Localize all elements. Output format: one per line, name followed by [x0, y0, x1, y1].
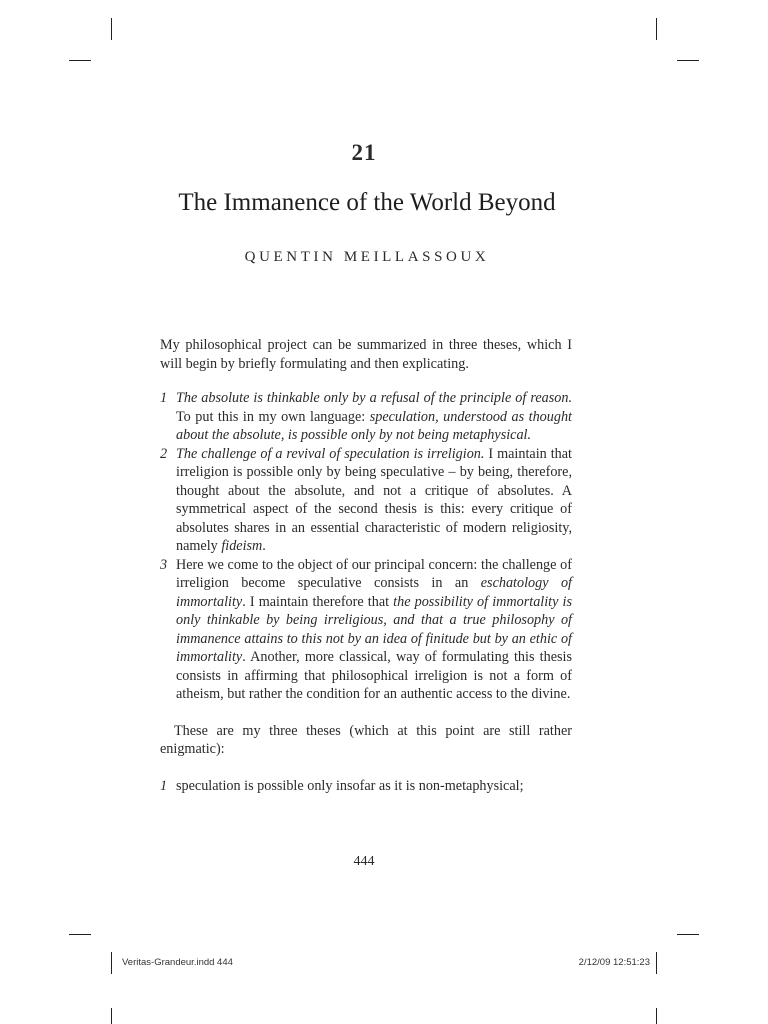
crop-mark-top-left-horizontal — [69, 60, 91, 61]
thesis-emphasis-text: The challenge of a revival of speculation is irreligion. — [176, 445, 485, 462]
thesis-item — [160, 389, 572, 445]
summary-list — [160, 777, 572, 796]
crop-mark-bottom-left-horizontal — [69, 934, 91, 935]
thesis-text: Here we come to the object of our principal concern: the challenge of irreligion become speculative consists in an — [176, 556, 572, 591]
thesis-number: 2 — [160, 445, 168, 462]
summary-item — [160, 777, 572, 796]
thesis-emphasis-text: fideism — [221, 538, 263, 554]
chapter-number: 21 — [351, 140, 377, 165]
crop-mark-bottom-right-horizontal — [677, 934, 699, 935]
chapter-author: QUENTIN MEILLASSOUX — [244, 249, 490, 265]
thesis-item — [160, 445, 572, 556]
summary-number: 1 — [160, 777, 168, 794]
thesis-text: To put this in my own language: — [176, 408, 370, 425]
crop-mark-top-left-vertical — [111, 18, 112, 40]
crop-mark-bottom-left-lower — [111, 1008, 112, 1024]
thesis-emphasis-text: eschatology of immortality — [176, 575, 572, 610]
body-text — [160, 336, 572, 795]
crop-mark-top-right-horizontal — [677, 60, 699, 61]
crop-mark-bottom-right-vertical — [656, 952, 657, 974]
summary-intro-paragraph: These are my three theses (which at this point are still rather enigmatic): — [160, 722, 572, 757]
thesis-emphasis-text: The absolute is thinkable only by a refusal of the principle of reason. — [176, 390, 572, 406]
thesis-emphasis-text: the possibility of immortality is only thinkable by being irreligious, and that a true philosophy of immanence attains to this not by an idea of finitude but by an ethic of immortality — [176, 593, 572, 665]
thesis-emphasis-text: speculation, understood as thought about the absolute, is possible only by not being metaphysical. — [176, 408, 572, 443]
summary-text: speculation is possible only insofar as it is non-metaphysical; — [176, 777, 524, 794]
thesis-item — [160, 556, 572, 704]
print-slug-file: Veritas-Grandeur.indd 444 — [122, 957, 233, 968]
thesis-number: 3 — [160, 556, 168, 573]
intro-paragraph: My philosophical project can be summarized in three theses, which I will begin by briefly formulating and then explicating. — [160, 337, 572, 372]
thesis-text: I maintain that irreligion is possible only by being speculative – by being, therefore, thought about the absolute, and not a critique of absolutes. A symmetrical aspect of the second thesis is this: every critique of absolutes shares in an essential characteristic of modern religiosity, namely — [176, 445, 572, 554]
crop-mark-bottom-left-vertical — [111, 952, 112, 974]
thesis-number: 1 — [160, 390, 168, 406]
print-slug-date: 2/12/09 12:51:23 — [578, 957, 650, 968]
thesis-text: . I maintain therefore that — [242, 593, 394, 610]
thesis-text: . — [262, 538, 266, 554]
theses-list — [160, 389, 572, 704]
crop-mark-bottom-right-lower — [656, 1008, 657, 1024]
crop-mark-top-right-vertical — [656, 18, 657, 40]
thesis-text: . Another, more classical, way of formulating this thesis consists in affirming that philosophical irreligion is not a form of atheism, but rather the condition for an authentic access to the divine. — [176, 649, 572, 702]
chapter-title: The Immanence of the World Beyond — [178, 189, 556, 216]
page-number: 444 — [353, 854, 375, 869]
